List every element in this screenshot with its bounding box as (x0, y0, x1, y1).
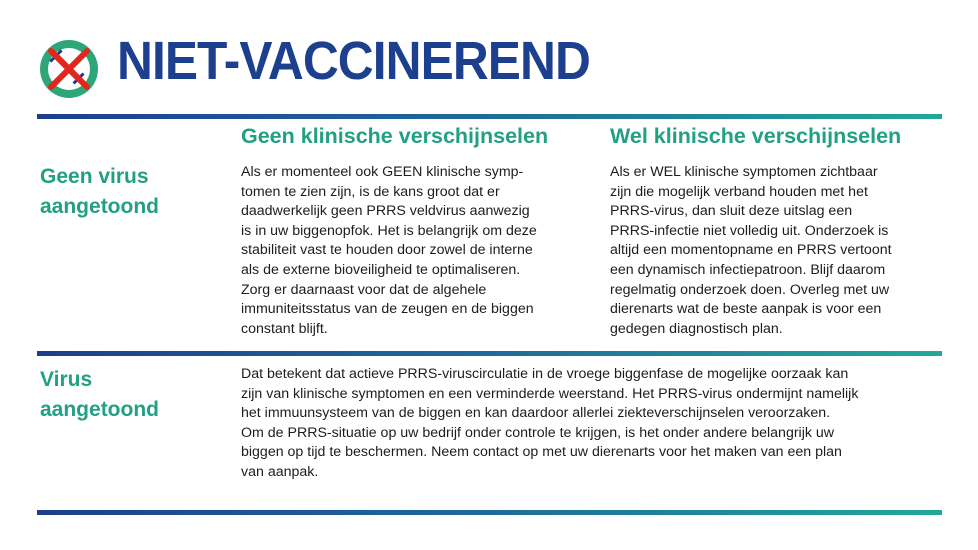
row-heading-line: aangetoond (40, 398, 159, 421)
cell-geen-virus-geen-klinisch (241, 163, 586, 339)
text-line: is in uw biggenopfok. Het is belangrijk om deze (241, 222, 537, 239)
text-line: Zorg er daarnaast voor dat de algehele (241, 281, 487, 298)
column-heading-geen-klinisch: Geen klinische verschijnselen (241, 124, 549, 148)
row-heading-line: aangetoond (40, 195, 159, 218)
text-line: Dat betekent dat actieve PRRS-viruscirculatie in de vroege biggenfase de mogelijke oorzaak kan (241, 366, 849, 382)
text-line: stabiliteit vast te houden door zowel de interne (241, 242, 533, 259)
page-title: NIET-VACCINEREND (117, 31, 590, 91)
text-line: zijn die mogelijk verband houden met het (610, 183, 868, 200)
row-heading-line: Geen virus (40, 165, 149, 188)
column-heading-wel-klinisch: Wel klinische verschijnselen (610, 124, 902, 148)
text-line: een dynamisch infectiepatroon. Blijf daarom (610, 261, 886, 278)
cell-virus-aangetoond (241, 365, 946, 483)
cell-geen-virus-wel-klinisch (610, 163, 945, 339)
text-line: Als er WEL klinische symptomen zichtbaar (610, 164, 878, 180)
text-line: daadwerkelijk geen PRRS veldvirus aanwezig (241, 203, 530, 220)
text-line: Als er momenteel ook GEEN klinische symp- (241, 164, 524, 180)
divider-middle (37, 351, 942, 356)
text-line: dierenarts wat de beste aanpak is voor een (610, 301, 882, 318)
row-heading-line: Virus (40, 368, 93, 391)
text-line: het immuunsysteem van de biggen en kan daardoor allerlei ziekteverschijnselen veroorzaken. (241, 405, 831, 422)
text-line: tomen te zien zijn, is de kans groot dat er (241, 183, 500, 200)
text-line: PRRS-infectie niet volledig uit. Onderzoek is (610, 222, 889, 239)
text-line: van aanpak. (241, 463, 319, 480)
divider-bottom (37, 510, 942, 515)
text-line: regelmatig onderzoek doen. Overleg met uw (610, 281, 890, 298)
row-heading-virus-aangetoond (40, 365, 220, 425)
text-line: zijn van klinische symptomen en een verminderde weerstand. Het PRRS-virus ondermijnt namelijk (241, 385, 859, 402)
text-line: constant blijft. (241, 320, 328, 337)
divider-top (37, 114, 942, 119)
text-line: als de externe bioveiligheid te optimaliseren. (241, 261, 521, 278)
text-line: immuniteitsstatus van de zeugen en de biggen (241, 301, 534, 318)
text-line: PRRS-virus, dan sluit deze uitslag een (610, 203, 853, 220)
text-line: biggen op tijd te beschermen. Neem contact op met uw dierenarts voor het maken van een plan (241, 444, 842, 461)
text-line: Om de PRRS-situatie op uw bedrijf onder controle te krijgen, is het onder andere belangrijk uw (241, 424, 835, 441)
text-line: altijd een momentopname en PRRS vertoont (610, 242, 892, 259)
row-heading-geen-virus (40, 162, 220, 222)
text-line: gedegen diagnostisch plan. (610, 320, 783, 337)
no-vaccine-icon (37, 37, 101, 101)
